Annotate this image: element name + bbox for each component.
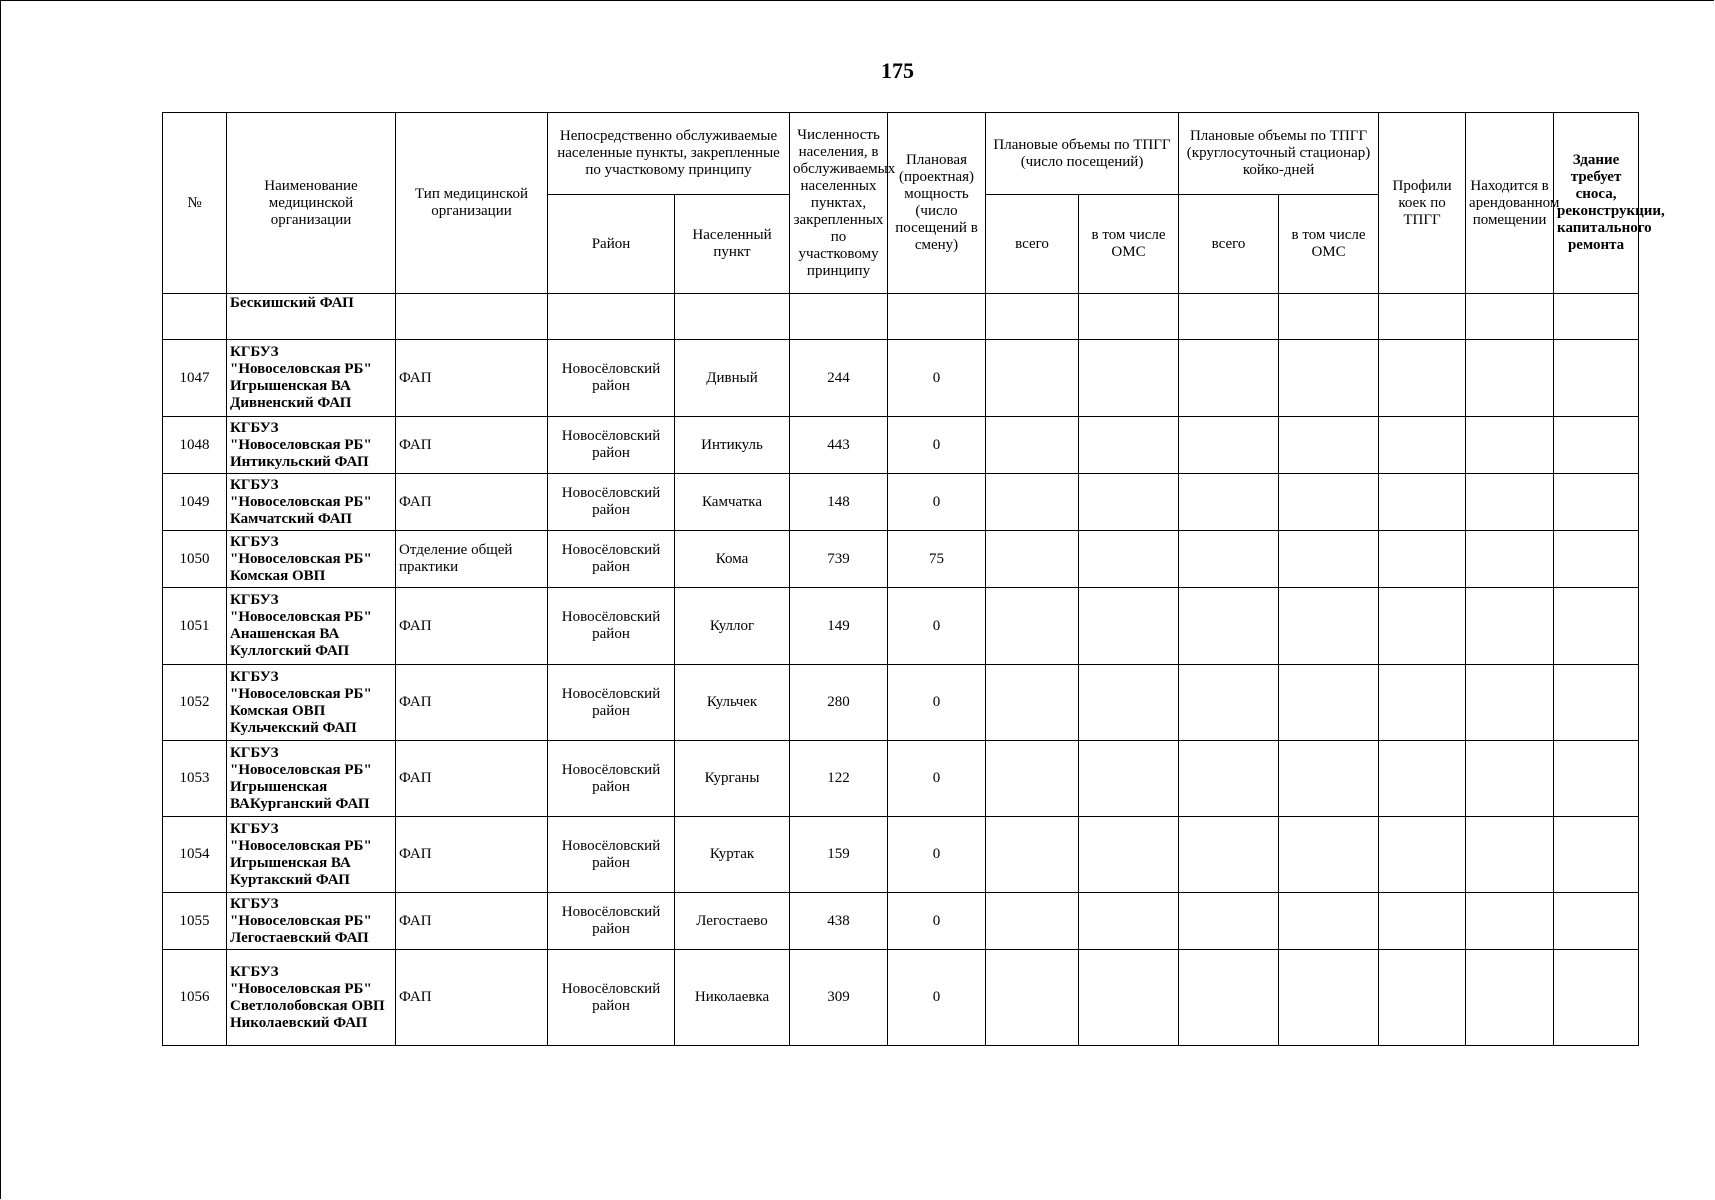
header-name: Наименование медицинской организации bbox=[227, 113, 396, 294]
row-district: Новосёловский район bbox=[548, 531, 675, 588]
row-settlement: Кульчек bbox=[675, 665, 790, 741]
header-repair: Здание требует сноса, реконструкции, капитального ремонта bbox=[1554, 113, 1639, 294]
header-capacity: Плановая (проектная) мощность (число посещений в смену) bbox=[888, 113, 986, 294]
header-visits: Плановые объемы по ТПГГ (число посещений) bbox=[986, 113, 1179, 195]
row-population: 438 bbox=[790, 893, 888, 950]
row-capacity: 0 bbox=[888, 893, 986, 950]
table-row bbox=[163, 741, 1639, 817]
table-row bbox=[163, 340, 1639, 417]
row-type: ФАП bbox=[396, 417, 548, 474]
row-number: 1049 bbox=[163, 474, 227, 531]
row-number: 1048 bbox=[163, 417, 227, 474]
row-org-name: КГБУЗ "Новоселовская РБ" Легостаевский ФАП bbox=[227, 893, 396, 950]
row-capacity: 0 bbox=[888, 340, 986, 417]
row-capacity: 0 bbox=[888, 665, 986, 741]
table-row bbox=[163, 474, 1639, 531]
row-settlement: Кома bbox=[675, 531, 790, 588]
row-org-name: КГБУЗ "Новоселовская РБ" Игрышенская ВАКурганский ФАП bbox=[227, 741, 396, 817]
row-number: 1056 bbox=[163, 950, 227, 1046]
row-number: 1050 bbox=[163, 531, 227, 588]
row-number: 1054 bbox=[163, 817, 227, 893]
row-type: ФАП bbox=[396, 340, 548, 417]
row-capacity: 0 bbox=[888, 950, 986, 1046]
row-district: Новосёловский район bbox=[548, 893, 675, 950]
row-population: 280 bbox=[790, 665, 888, 741]
row-capacity: 75 bbox=[888, 531, 986, 588]
header-population: Численность населения, в обслуживаемых населенных пунктах, закрепленных по участковому принципу bbox=[790, 113, 888, 294]
table-row bbox=[163, 893, 1639, 950]
row-settlement: Интикуль bbox=[675, 417, 790, 474]
row-type: ФАП bbox=[396, 950, 548, 1046]
header-type: Тип медицинской организации bbox=[396, 113, 548, 294]
row-number: 1055 bbox=[163, 893, 227, 950]
row-settlement: Дивный bbox=[675, 340, 790, 417]
header-district: Район bbox=[548, 195, 675, 294]
row-settlement: Куллог bbox=[675, 588, 790, 665]
table-row bbox=[163, 665, 1639, 741]
row-capacity: 0 bbox=[888, 417, 986, 474]
header-rented: Находится в арендованном помещении bbox=[1466, 113, 1554, 294]
row-district: Новосёловский район bbox=[548, 950, 675, 1046]
header-number: № bbox=[163, 113, 227, 294]
table-row bbox=[163, 950, 1639, 1046]
row-capacity: 0 bbox=[888, 474, 986, 531]
registry-table bbox=[162, 112, 1665, 1046]
table-row bbox=[163, 531, 1639, 588]
row-org-name: КГБУЗ "Новоселовская РБ" Светлолобовская ОВП Николаевский ФАП bbox=[227, 950, 396, 1046]
row-population: 739 bbox=[790, 531, 888, 588]
row-capacity: 0 bbox=[888, 741, 986, 817]
row-settlement: Куртак bbox=[675, 817, 790, 893]
row-settlement: Курганы bbox=[675, 741, 790, 817]
row-population: 159 bbox=[790, 817, 888, 893]
carry-over-row bbox=[163, 294, 1639, 340]
row-district: Новосёловский район bbox=[548, 588, 675, 665]
row-district: Новосёловский район bbox=[548, 340, 675, 417]
row-settlement: Камчатка bbox=[675, 474, 790, 531]
row-population: 309 bbox=[790, 950, 888, 1046]
row-type: ФАП bbox=[396, 741, 548, 817]
row-type: ФАП bbox=[396, 665, 548, 741]
row-org-name: КГБУЗ "Новоселовская РБ" Игрышенская ВА Куртакский ФАП bbox=[227, 817, 396, 893]
row-district: Новосёловский район bbox=[548, 474, 675, 531]
row-population: 122 bbox=[790, 741, 888, 817]
row-org-name: КГБУЗ "Новоселовская РБ" Комская ОВП bbox=[227, 531, 396, 588]
row-org-name: КГБУЗ "Новоселовская РБ" Интикульский ФАП bbox=[227, 417, 396, 474]
row-type: ФАП bbox=[396, 588, 548, 665]
row-district: Новосёловский район bbox=[548, 817, 675, 893]
row-number: 1052 bbox=[163, 665, 227, 741]
header-beds-total: всего bbox=[1179, 195, 1279, 294]
row-district: Новосёловский район bbox=[548, 417, 675, 474]
header-visits-oms: в том числе ОМС bbox=[1079, 195, 1179, 294]
row-capacity: 0 bbox=[888, 817, 986, 893]
table-row bbox=[163, 817, 1639, 893]
row-population: 149 bbox=[790, 588, 888, 665]
row-district: Новосёловский район bbox=[548, 741, 675, 817]
row-type: ФАП bbox=[396, 893, 548, 950]
row-population: 443 bbox=[790, 417, 888, 474]
carry-over-name: Бескишский ФАП bbox=[227, 294, 396, 340]
header-served: Непосредственно обслуживаемые населенные пункты, закрепленные по участковому принципу bbox=[548, 113, 790, 195]
row-capacity: 0 bbox=[888, 588, 986, 665]
header-beds: Плановые объемы по ТПГГ (круглосуточный стационар) койко-дней bbox=[1179, 113, 1379, 195]
row-settlement: Легостаево bbox=[675, 893, 790, 950]
header-beds-oms: в том числе ОМС bbox=[1279, 195, 1379, 294]
row-org-name: КГБУЗ "Новоселовская РБ" Игрышенская ВА Дивненский ФАП bbox=[227, 340, 396, 417]
row-org-name: КГБУЗ "Новоселовская РБ" Анашенская ВА Куллогский ФАП bbox=[227, 588, 396, 665]
row-number: 1047 bbox=[163, 340, 227, 417]
row-type: ФАП bbox=[396, 474, 548, 531]
row-type: ФАП bbox=[396, 817, 548, 893]
row-type: Отделение общей практики bbox=[396, 531, 548, 588]
table-row bbox=[163, 588, 1639, 665]
row-number: 1053 bbox=[163, 741, 227, 817]
row-number: 1051 bbox=[163, 588, 227, 665]
header-settlement: Населенный пункт bbox=[675, 195, 790, 294]
row-population: 148 bbox=[790, 474, 888, 531]
row-org-name: КГБУЗ "Новоселовская РБ" Комская ОВП Кульчекский ФАП bbox=[227, 665, 396, 741]
table-row bbox=[163, 417, 1639, 474]
row-org-name: КГБУЗ "Новоселовская РБ" Камчатский ФАП bbox=[227, 474, 396, 531]
row-population: 244 bbox=[790, 340, 888, 417]
row-district: Новосёловский район bbox=[548, 665, 675, 741]
header-row-1 bbox=[163, 113, 1639, 195]
row-settlement: Николаевка bbox=[675, 950, 790, 1046]
page-number: 175 bbox=[881, 58, 914, 83]
header-visits-total: всего bbox=[986, 195, 1079, 294]
header-profile: Профили коек по ТПГГ bbox=[1379, 113, 1466, 294]
